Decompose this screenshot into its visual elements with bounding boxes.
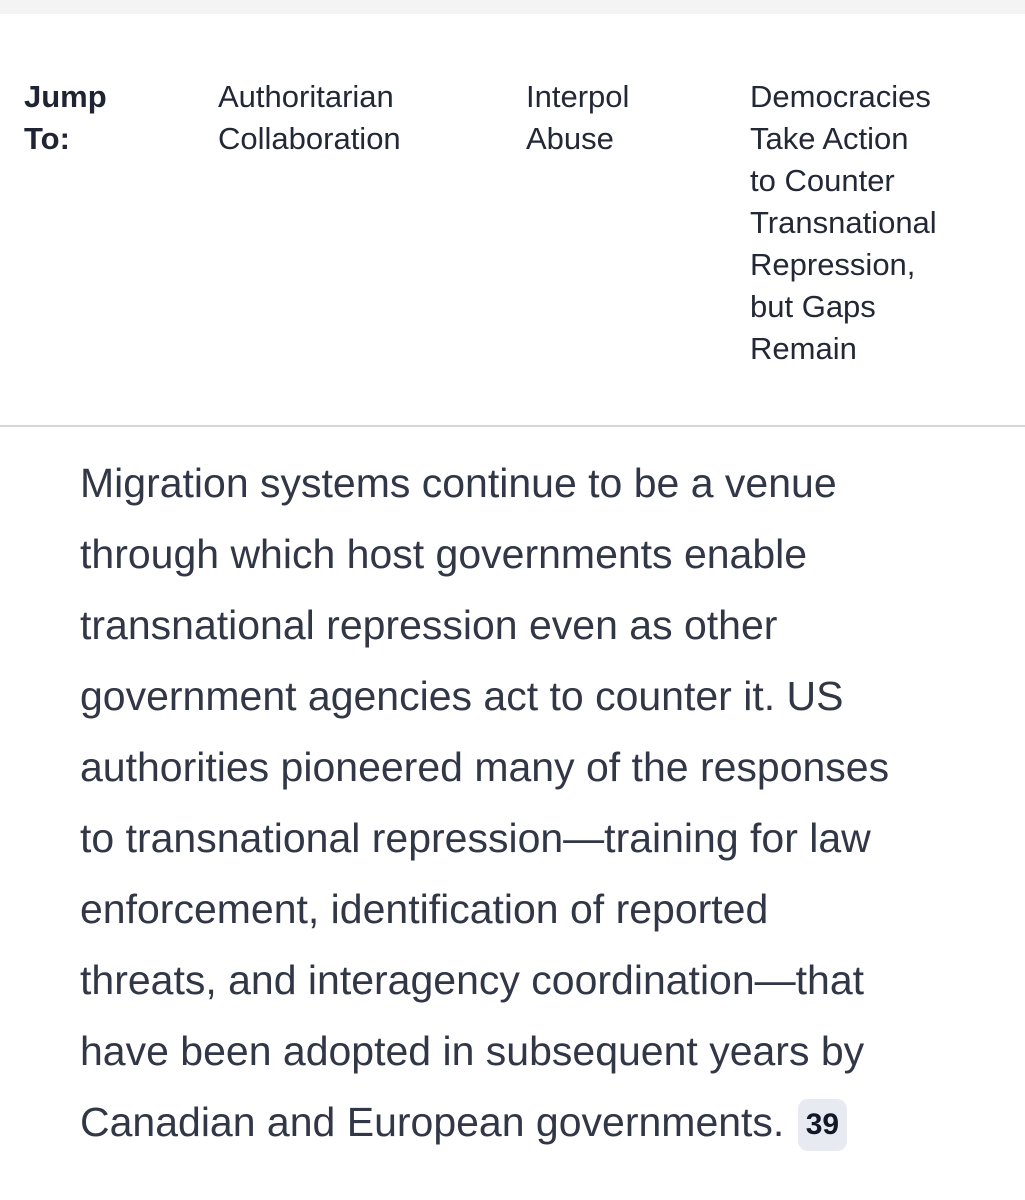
top-strip	[0, 0, 1025, 14]
article-paragraph-text: Migration systems continue to be a venue through which host governments enable transnational repression even as other government agencies act to counter it. US authorities pioneered many of the responses to transnational repression—training for law enforcement, identification of reported threats, and interagency coordination—that have been adopted in subsequent years by Canadian and European governments.	[80, 460, 890, 1145]
jump-to-label: Jump To:	[24, 79, 107, 156]
footnote-reference-39[interactable]: 39	[798, 1099, 847, 1151]
jump-link-authoritarian-collaboration[interactable]: Authoritarian Collaboration	[218, 79, 401, 156]
article-paragraph	[80, 448, 955, 1158]
navigation-divider	[0, 425, 1025, 427]
jump-link-interpol-abuse[interactable]: Interpol Abuse	[526, 79, 630, 156]
jump-link-democracies-take-action[interactable]: Democracies Take Action to Counter Transnational Repression, but Gaps Remain	[750, 79, 937, 366]
jump-to-navigation	[0, 14, 1025, 425]
